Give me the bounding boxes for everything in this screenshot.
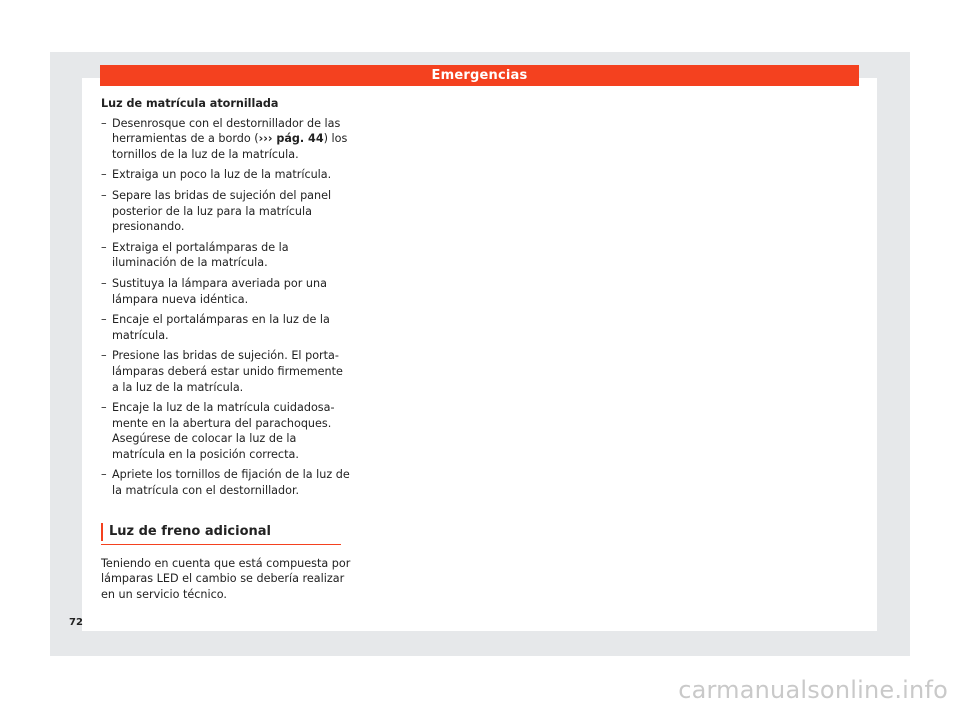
text-column: [101, 96, 351, 602]
dash-bullet: –: [101, 276, 107, 290]
dash-bullet: –: [101, 168, 107, 182]
list-item: – Encaje el portalámparas en la luz de la matrícula.: [101, 313, 330, 342]
list-item: – Extraiga el portalámparas de la iluminación de la matrícula.: [101, 240, 289, 270]
dash-bullet: –: [101, 468, 107, 482]
dash-bullet: –: [101, 116, 107, 130]
list-item: – Separe las bridas de sujeción del panel posterior de la luz para la matrícula presionando.: [101, 188, 332, 234]
chapter-title: Emergencias: [431, 68, 528, 83]
page-reference-link[interactable]: ››› pág. 44: [258, 132, 324, 146]
page-number: 72: [69, 617, 83, 628]
list-item: – Desenrosque con el destornillador de las herramientas de a bordo (››› pág. 44) los tornillos de la luz de la matrícula.: [101, 116, 348, 161]
dash-bullet: –: [101, 313, 107, 327]
section-paragraph: Teniendo en cuenta que está compuesta por lámparas LED el cambio se debería realizar en un servicio técnico.: [101, 556, 351, 601]
list-item: – Apriete los tornillos de fijación de la luz de la matrícula con el destornillador.: [101, 468, 350, 498]
dash-bullet: –: [101, 349, 107, 363]
list-item: – Sustituya la lámpara averiada por una lámpara nueva idéntica.: [101, 276, 327, 306]
dash-bullet: –: [101, 240, 107, 254]
dash-bullet: –: [101, 188, 107, 202]
list-item: – Encaje la luz de la matrícula cuidadosamente en la abertura del parachoques. Asegúrese de colocar la luz de la matrícula en la posición correcta.: [101, 401, 335, 461]
steps-list: [101, 116, 351, 499]
section-heading: Luz de freno adicional: [101, 523, 351, 541]
list-item: – Presione las bridas de sujeción. El portalámparas deberá estar unido firmemente a la luz de la matrícula.: [101, 349, 343, 394]
section-divider: [101, 544, 341, 545]
list-item: – Extraiga un poco la luz de la matrícula.: [101, 168, 332, 182]
chapter-header: [100, 65, 859, 86]
dash-bullet: –: [101, 401, 107, 415]
site-watermark: carmanualsonline.info: [678, 676, 948, 704]
subsection-title: Luz de matrícula atornillada: [101, 97, 279, 110]
